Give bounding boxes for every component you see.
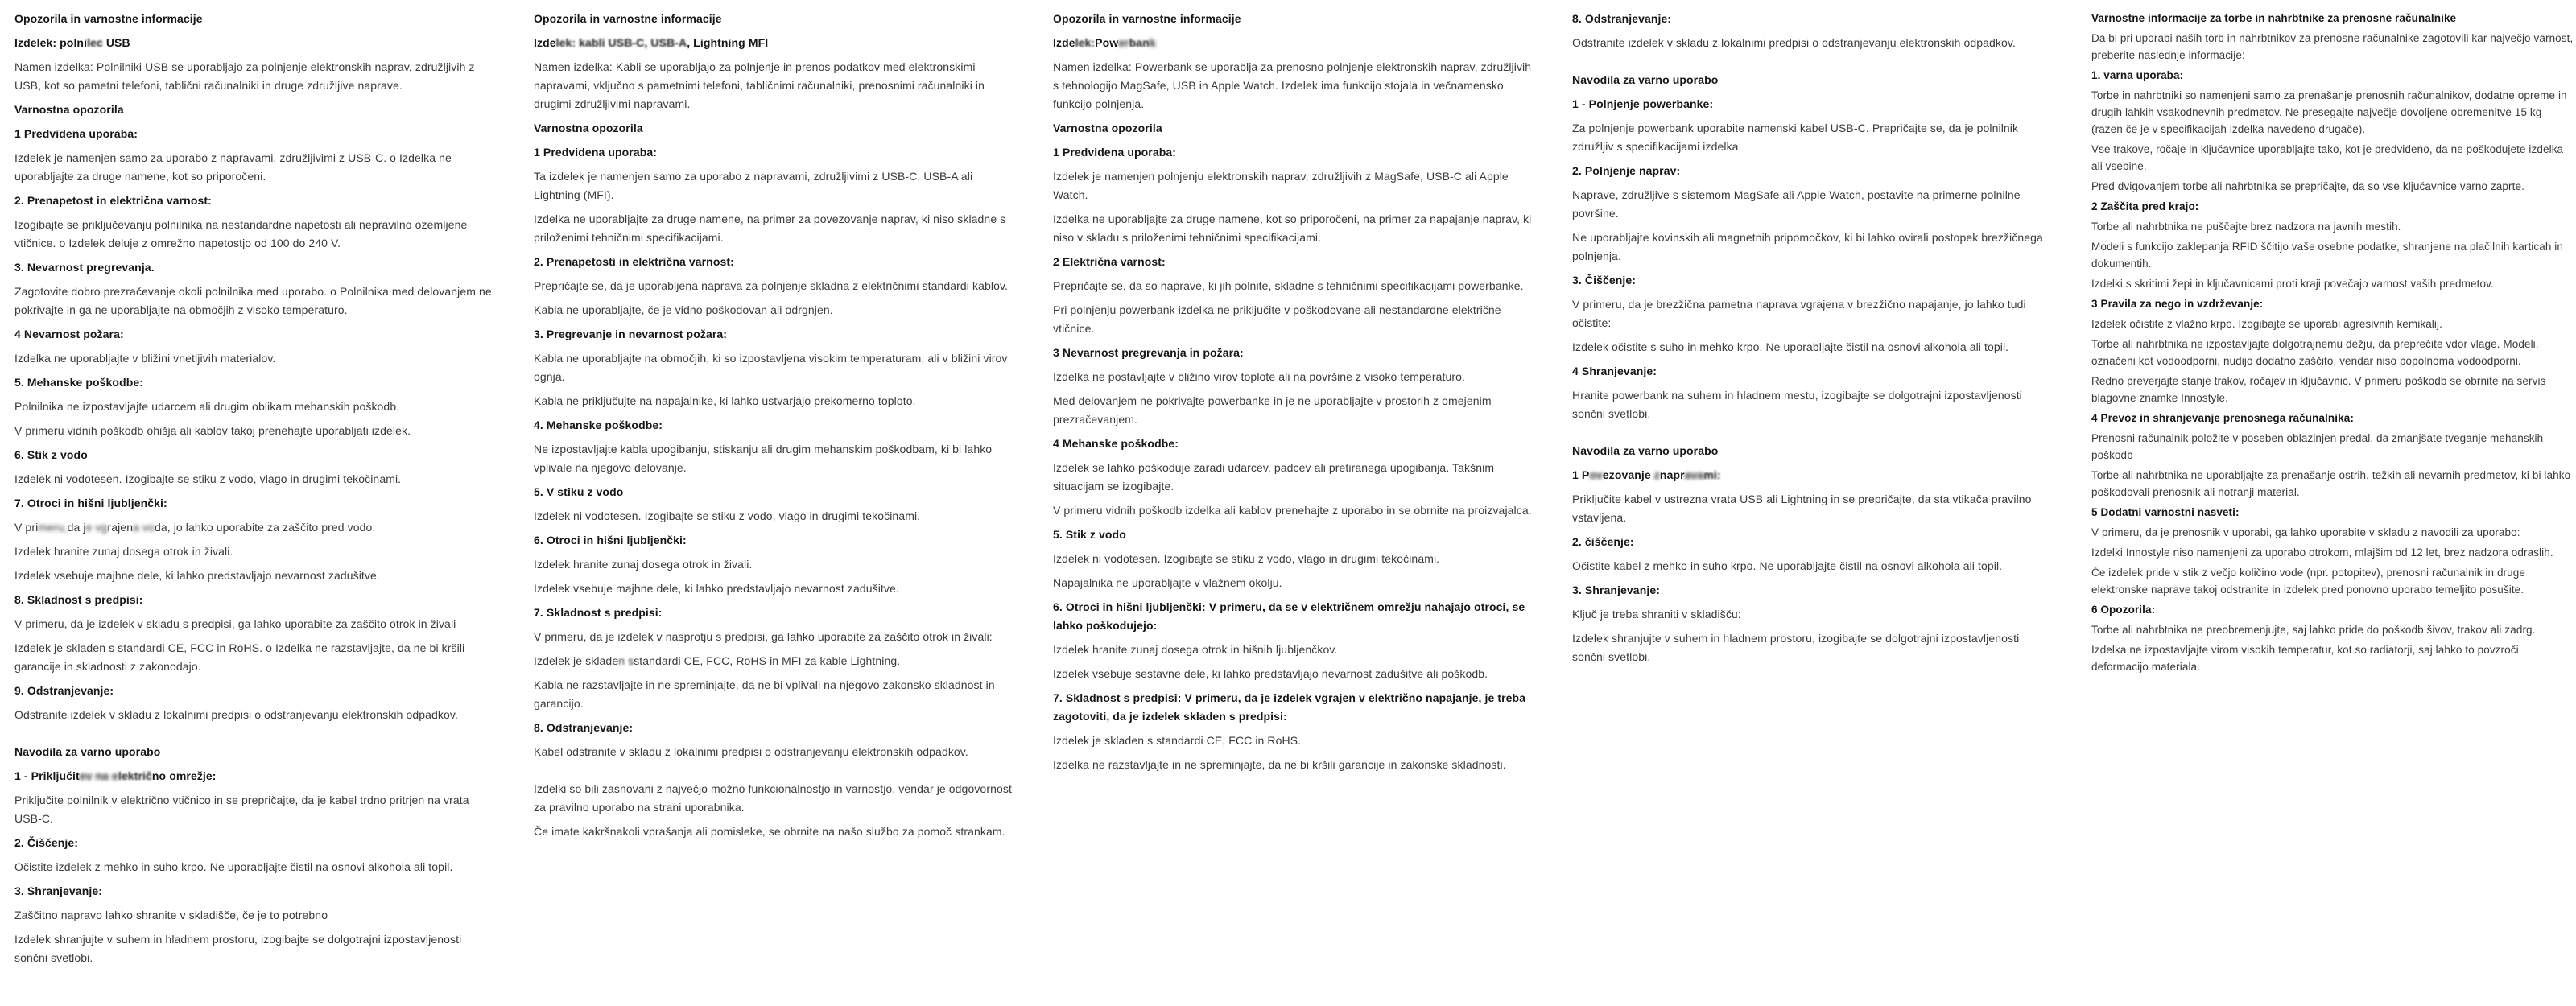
- section-heading: Varnostna opozorila: [1053, 122, 1162, 134]
- paragraph: Očistite izdelek z mehko in suho krpo. Ne uporabljajte čistil na osnovi alkohola ali topil.: [14, 860, 453, 873]
- text-segment: Izdelek je sklade: [534, 654, 619, 667]
- blurred-text-segment: k: [1149, 36, 1156, 49]
- section-heading: 2. Prenapetost in električna varnost:: [14, 194, 212, 207]
- section-heading: 5. Stik z vodo: [1053, 528, 1126, 541]
- section-spacer: [1572, 429, 2055, 442]
- blurred-text-segment: lek: kabli USB-C, USB-A: [555, 36, 687, 49]
- section-heading: 2 Zaščita pred krajo:: [2091, 200, 2199, 212]
- text-segment: Izde: [1053, 36, 1075, 49]
- section-heading: [14, 767, 497, 785]
- paragraph: Če izdelek pride v stik z večjo količino vode (npr. potopitev), prenosni računalnik in druge elektronske naprave takoj odstranite in izdelek pred ponovno uporabo temeljito posušite.: [2091, 567, 2525, 596]
- blurred-text-segment: mi:: [1703, 468, 1721, 481]
- blurred-text-segment: meru,: [38, 521, 68, 534]
- paragraph: Izdelek vsebuje majhne dele, ki lahko predstavljajo nevarnost zadušitve.: [14, 569, 380, 582]
- column-powerbank: [1053, 10, 1536, 973]
- paragraph: Izdelka ne uporabljajte v bližini vnetljivih materialov.: [14, 352, 276, 365]
- paragraph: Med delovanjem ne pokrivajte powerbanke in je ne uporabljajte v prostorih z omejenim prezračevanjem.: [1053, 394, 1492, 426]
- paragraph: Namen izdelka: Powerbank se uporablja za prenosno polnjenje elektronskih naprav, združljivih s tehnologijo MagSafe, USB in Apple Watch. Izdelek ima funkcijo stojala in večnamensko funkcijo polnjenja.: [1053, 60, 1532, 110]
- paragraph: Namen izdelka: Kabli se uporabljajo za polnjenje in prenos podatkov med elektronskimi napravami, vključno s pametnimi telefoni, tabličnimi računalniki, prenosnimi računalniki in drugimi združljivimi napravami.: [534, 60, 985, 110]
- section-heading: 7. Skladnost s predpisi: V primeru, da je izdelek vgrajen v električno napajanje, je treba zagotoviti, da je izdelek skladen s predpisi:: [1053, 691, 1526, 723]
- paragraph: Izdelki so bili zasnovani z največjo možno funkcionalnostjo in varnostjo, vendar je odgovornost za pravilno uporabo na strani uporabnika.: [534, 782, 1012, 814]
- paragraph: Ne izpostavljajte kabla upogibanju, stiskanju ali drugim mehanskim poškodbam, ki bi lahko vplivale na njegovo delovanje.: [534, 443, 993, 474]
- text-segment: da, jo lahko uporabite za zaščito pred vodo:: [154, 521, 376, 534]
- section-heading: Varnostna opozorila: [534, 122, 643, 134]
- paragraph: Izdelek je skladen s standardi CE, FCC in RoHS. o Izdelka ne razstavljajte, da ne bi kršili garancije in skladnosti z zakonodajo.: [14, 641, 465, 673]
- paragraph: Ključ je treba shraniti v skladišču:: [1572, 608, 1741, 621]
- section-heading: 6. Otroci in hišni ljubljenčki:: [534, 534, 687, 546]
- blurred-text-segment: ev na e: [79, 769, 118, 782]
- paragraph: Izdelek hranite zunaj dosega otrok in živali.: [534, 558, 753, 571]
- paragraph: Prepričajte se, da so naprave, ki jih polnite, skladne s tehničnimi specifikacijami powerbanke.: [1053, 279, 1524, 292]
- section-spacer: [534, 767, 1017, 780]
- text-segment: Izde: [534, 36, 556, 49]
- section-heading: 5. V stiku z vodo: [534, 485, 624, 498]
- paragraph: Izogibajte se priključevanju polnilnika na nestandardne napetosti ali nepravilno ozemljene vtičnice. o Izdelek deluje z omrežno napetostjo od 100 do 240 V.: [14, 218, 468, 249]
- section-heading: 3. Shranjevanje:: [14, 884, 102, 897]
- paragraph: Prenosni računalnik položite v poseben oblazinjen predal, da zmanjšate tveganje mehanskih poškodb: [2091, 432, 2544, 461]
- section-heading: [14, 34, 497, 52]
- section-heading: 4. Mehanske poškodbe:: [534, 418, 663, 431]
- text-segment: napr: [1659, 468, 1685, 481]
- blurred-text-segment: ov: [1589, 468, 1603, 481]
- blurred-text-segment: n s: [618, 654, 634, 667]
- paragraph: Torbe ali nahrbtnika ne preobremenjujte, saj lahko pride do poškodb šivov, trakov ali zadrg.: [2091, 624, 2536, 636]
- column-usb-charger: [14, 10, 497, 973]
- paragraph: Ne uporabljajte kovinskih ali magnetnih pripomočkov, ki bi lahko ovirali postopek brezžičnega polnjenja.: [1572, 231, 2043, 262]
- text-segment: 1 P: [1572, 468, 1590, 481]
- paragraph: Izdelek je namenjen samo za uporabo z napravami, združljivimi z USB-C. o Izdelka ne uporabljajte za druge namene, kot so priporočeni.: [14, 151, 452, 183]
- section-heading: Varnostna opozorila: [14, 103, 124, 116]
- paragraph: Izdelek vsebuje sestavne dele, ki lahko predstavljajo nevarnost zadušitve ali poškodb.: [1053, 667, 1488, 680]
- paragraph: Izdelek hranite zunaj dosega otrok in hišnih ljubljenčkov.: [1053, 643, 1338, 656]
- section-heading: [1572, 466, 2055, 484]
- text-segment: Pow: [1095, 36, 1119, 49]
- section-heading: 1 - Polnjenje powerbanke:: [1572, 97, 1714, 110]
- section-heading: 4 Mehanske poškodbe:: [1053, 437, 1179, 450]
- section-heading: 6. Stik z vodo: [14, 448, 88, 461]
- section-heading: 1 Predvidena uporaba:: [1053, 146, 1177, 159]
- section-heading: 2. Polnjenje naprav:: [1572, 164, 1681, 177]
- text-segment: no omrežje:: [151, 769, 217, 782]
- paragraph: Prepričajte se, da je uporabljena naprava za polnjenje skladna z električnimi standardi kablov.: [534, 279, 1009, 292]
- section-heading: 7. Otroci in hišni ljubljenčki:: [14, 497, 167, 509]
- section-heading: 2. Čiščenje:: [14, 836, 79, 849]
- paragraph: [534, 652, 1017, 670]
- section-heading: 3 Nevarnost pregrevanja in požara:: [1053, 346, 1244, 359]
- paragraph: V primeru, da je izdelek v nasprotju s predpisi, ga lahko uporabite za zaščito otrok in živali:: [534, 630, 993, 643]
- text-segment: USB: [102, 36, 130, 49]
- paragraph: Odstranite izdelek v skladu z lokalnimi predpisi o odstranjevanju elektronskih odpadkov.: [14, 708, 458, 721]
- blurred-text-segment: e vg: [85, 521, 108, 534]
- paragraph: Redno preverjajte stanje trakov, ročajev in ključavnic. V primeru poškodb se obrnite na servis blagovne znamke Innostyle.: [2091, 375, 2546, 404]
- section-heading: 6 Opozorila:: [2091, 604, 2156, 616]
- column-laptop-bags: [2091, 10, 2574, 973]
- section-heading: 6. Otroci in hišni ljubljenčki: V primeru, da se v električnem omrežju nahajajo otroci, se lahko poškodujejo:: [1053, 600, 1525, 632]
- paragraph: Pred dvigovanjem torbe ali nahrbtnika se prepričajte, da so vse ključavnice varno zaprte.: [2091, 180, 2524, 192]
- section-heading: 1. varna uporaba:: [2091, 69, 2184, 81]
- paragraph: Modeli s funkcijo zaklepanja RFID ščitijo vaše osebne podatke, shranjene na plačilnih karticah in dokumentih.: [2091, 241, 2564, 270]
- section-heading: 3. Pregrevanje in nevarnost požara:: [534, 328, 728, 340]
- section-heading: 9. Odstranjevanje:: [14, 684, 114, 697]
- paragraph: Vse trakove, ročaje in ključavnice uporabljajte tako, kot je predvideno, da ne poškodujete izdelka ali vsebine.: [2091, 143, 2564, 172]
- paragraph: Izdelek je skladen s standardi CE, FCC in RoHS.: [1053, 734, 1302, 747]
- paragraph: V primeru, da je brezžična pametna naprava vgrajena v brezžično napajanje, jo lahko tudi očistite:: [1572, 298, 2026, 329]
- paragraph: Izdelek shranjujte v suhem in hladnem prostoru, izogibajte se dolgotrajni izpostavljenosti sončni svetlobi.: [1572, 632, 2020, 663]
- section-heading: 1 Predvidena uporaba:: [14, 127, 138, 140]
- section-heading: 2. Prenapetosti in električna varnost:: [534, 255, 734, 268]
- paragraph: V primeru, da je izdelek v skladu s predpisi, ga lahko uporabite za zaščito otrok in živali: [14, 617, 456, 630]
- text-segment: da j: [67, 521, 86, 534]
- section-heading: 7. Skladnost s predpisi:: [534, 606, 663, 619]
- paragraph: Kabla ne uporabljajte, če je vidno poškodovan ali odrgnjen.: [534, 303, 833, 316]
- paragraph: Če imate kakršnakoli vprašanja ali pomisleke, se obrnite na našo službo za pomoč strankam.: [534, 825, 1005, 838]
- blurred-text-segment: er: [1118, 36, 1129, 49]
- text-segment: , Lightning MFI: [687, 36, 769, 49]
- paragraph: Torbe ali nahrbtnika ne puščajte brez nadzora na javnih mestih.: [2091, 221, 2401, 233]
- paragraph: Izdelek shranjujte v suhem in hladnem prostoru, izogibajte se dolgotrajni izpostavljenosti sončni svetlobi.: [14, 933, 462, 964]
- paragraph: Izdelka ne postavljajte v bližino virov toplote ali na površine z visoko temperaturo.: [1053, 370, 1465, 383]
- section-heading: 3. Čiščenje:: [1572, 274, 1637, 287]
- section-heading: 3 Pravila za nego in vzdrževanje:: [2091, 298, 2264, 310]
- paragraph: Izdelek očistite z vlažno krpo. Izogibajte se uporabi agresivnih kemikalij.: [2091, 318, 2442, 330]
- text-segment: ezovanje: [1602, 468, 1654, 481]
- paragraph: Zaščitno napravo lahko shranite v skladišče, če je to potrebno: [14, 909, 328, 921]
- paragraph: Izdelek ni vodotesen. Izogibajte se stiku z vodo, vlago in drugimi tekočinami.: [1053, 552, 1440, 565]
- section-heading: 5 Dodatni varnostni nasveti:: [2091, 506, 2240, 518]
- section-heading: 4 Nevarnost požara:: [14, 328, 124, 340]
- section-spacer: [14, 730, 497, 743]
- section-heading: Opozorila in varnostne informacije: [14, 12, 203, 25]
- paragraph: Izdelek ni vodotesen. Izogibajte se stiku z vodo, vlago in drugimi tekočinami.: [534, 509, 921, 522]
- blurred-text-segment: lec: [87, 36, 103, 49]
- section-heading: 8. Odstranjevanje:: [534, 721, 634, 734]
- paragraph: Izdelek vsebuje majhne dele, ki lahko predstavljajo nevarnost zadušitve.: [534, 582, 899, 595]
- paragraph: Izdelek hranite zunaj dosega otrok in živali.: [14, 545, 233, 558]
- section-heading: [534, 34, 1017, 52]
- section-heading: 4 Shranjevanje:: [1572, 365, 1657, 377]
- paragraph: Priključite polnilnik v električno vtičnico in se prepričajte, da je kabel trdno pritrjen na vrata USB-C.: [14, 794, 469, 825]
- section-heading: Navodila za varno uporabo: [14, 745, 161, 758]
- paragraph: Ta izdelek je namenjen samo za uporabo z napravami, združljivimi z USB-C, USB-A ali Lightning (MFI).: [534, 170, 973, 201]
- section-heading: 2 Električna varnost:: [1053, 255, 1166, 268]
- paragraph: Napajalnika ne uporabljajte v vlažnem okolju.: [1053, 576, 1282, 589]
- paragraph: Izdelki s skritimi žepi in ključavnicami proti kraji povečajo varnost vaših predmetov.: [2091, 278, 2494, 290]
- section-heading: Navodila za varno uporabo: [1572, 73, 1719, 86]
- blurred-text-segment: lektrič: [118, 769, 152, 782]
- section-heading: 8. Odstranjevanje:: [1572, 12, 1672, 25]
- paragraph: Polnilnika ne izpostavljajte udarcem ali drugim oblikam mehanskih poškodb.: [14, 400, 400, 413]
- text-segment: standardi CE, FCC, RoHS in MFI za kable Lightning.: [634, 654, 901, 667]
- section-heading: [1053, 34, 1536, 52]
- blurred-text-segment: a vo: [133, 521, 155, 534]
- paragraph: Torbe in nahrbtniki so namenjeni samo za prenašanje prenosnih računalnikov, dodatne opreme in drugih lahkih vsakodnevnih predmetov. Ne presegajte največje dovoljene obremenitve 15 kg (razen če je v specifikacijah izdelka navedeno drugače).: [2091, 89, 2567, 135]
- paragraph: Izdelka ne uporabljajte za druge namene, kot so priporočeni, na primer za napajanje naprav, ki niso v skladu s priloženimi tehničnimi specifikacijami.: [1053, 212, 1532, 244]
- blurred-text-segment: lek:: [1075, 36, 1096, 49]
- paragraph: Odstranite izdelek v skladu z lokalnimi predpisi o odstranjevanju elektronskih odpadkov.: [1572, 36, 2016, 49]
- section-heading: 4 Prevoz in shranjevanje prenosnega računalnika:: [2091, 412, 2354, 424]
- section-spacer: [1572, 58, 2055, 71]
- section-heading: 3. Nevarnost pregrevanja.: [14, 261, 155, 274]
- text-segment: V pri: [14, 521, 39, 534]
- paragraph: Hranite powerbank na suhem in hladnem mestu, izogibajte se dolgotrajni izpostavljenosti sončni svetlobi.: [1572, 389, 2022, 420]
- text-segment: Izdelek: polni: [14, 36, 88, 49]
- section-heading: 5. Mehanske poškodbe:: [14, 376, 144, 389]
- paragraph: Kabla ne uporabljajte na območjih, ki so izpostavljena visokim temperaturam, ali v bližini virov ognja.: [534, 352, 1008, 383]
- blurred-text-segment: z: [1653, 468, 1660, 481]
- column-cables: [534, 10, 1017, 973]
- column-powerbank-and-cable-instructions: [1572, 10, 2055, 973]
- paragraph: Izdelka ne izpostavljajte virom visokih temperatur, kot so radiatorji, saj lahko to povzroči deformacijo materiala.: [2091, 644, 2519, 673]
- section-heading: Opozorila in varnostne informacije: [534, 12, 722, 25]
- text-segment: 1 - Priključit: [14, 769, 80, 782]
- paragraph: V primeru vidnih poškodb ohišja ali kablov takoj prenehajte uporabljati izdelek.: [14, 424, 411, 437]
- paragraph: Kabla ne priključujte na napajalnike, ki lahko ustvarjajo prekomerno toploto.: [534, 394, 916, 407]
- paragraph: Izdelek ni vodotesen. Izogibajte se stiku z vodo, vlago in drugimi tekočinami.: [14, 472, 402, 485]
- paragraph: Kabel odstranite v skladu z lokalnimi predpisi o odstranjevanju elektronskih odpadkov.: [534, 745, 968, 758]
- paragraph: V primeru, da je prenosnik v uporabi, ga lahko uporabite v skladu z navodili za uporabo:: [2091, 526, 2520, 538]
- paragraph: Namen izdelka: Polnilniki USB se uporabljajo za polnjenje elektronskih naprav, združljivih z USB, kot so pametni telefoni, tablični računalniki in druge združljive naprave.: [14, 60, 475, 92]
- section-heading: 1 Predvidena uporaba:: [534, 146, 658, 159]
- paragraph: Izdelki Innostyle niso namenjeni za uporabo otrokom, mlajšim od 12 let, brez nadzora odraslih.: [2091, 546, 2553, 559]
- section-heading: Opozorila in varnostne informacije: [1053, 12, 1241, 25]
- paragraph: Izdelek se lahko poškoduje zaradi udarcev, padcev ali pretiranega upogibanja. Takšnim situacijam se izogibajte.: [1053, 461, 1495, 493]
- paragraph: Izdelka ne razstavljajte in ne spreminjajte, da ne bi kršili garancije in zakonske skladnosti.: [1053, 758, 1506, 771]
- paragraph: Zagotovite dobro prezračevanje okoli polnilnika med uporabo. o Polnilnika med delovanjem ne pokrivajte in ga ne uporabljajte na območjih z visoko temperaturo.: [14, 285, 492, 316]
- section-heading: 2. čiščenje:: [1572, 535, 1634, 548]
- paragraph: Torbe ali nahrbtnika ne izpostavljajte dolgotrajnemu dežju, da preprečite vdor vlage. Modeli, označeni kot vodoodporni, nudijo dodatno zaščito, vendar niso popolnoma vodoodporni.: [2091, 338, 2539, 367]
- section-heading: Varnostne informacije za torbe in nahrbtnike za prenosne računalnike: [2091, 12, 2457, 24]
- paragraph: Izdelka ne uporabljajte za druge namene, na primer za povezovanje naprav, ki niso skladne s priloženimi tehničnimi specifikacijami.: [534, 212, 1006, 244]
- paragraph: Priključite kabel v ustrezna vrata USB ali Lightning in se prepričajte, da sta vtikača pravilno vstavljena.: [1572, 493, 2032, 524]
- blurred-text-segment: ava: [1684, 468, 1704, 481]
- section-heading: Navodila za varno uporabo: [1572, 444, 1719, 457]
- paragraph: Torbe ali nahrbtnika ne uporabljajte za prenašanje ostrih, težkih ali nevarnih predmetov, ki bi lahko poškodovali prenosnik ali notranji material.: [2091, 469, 2571, 498]
- section-heading: 8. Skladnost s predpisi:: [14, 593, 143, 606]
- section-heading: 3. Shranjevanje:: [1572, 583, 1660, 596]
- paragraph: Kabla ne razstavljajte in ne spreminjajte, da ne bi vplivali na njegovo zakonsko skladnost in garancijo.: [534, 678, 995, 710]
- paragraph: [14, 518, 497, 537]
- paragraph: Izdelek očistite s suho in mehko krpo. Ne uporabljajte čistil na osnovi alkohola ali topil.: [1572, 340, 2009, 353]
- text-segment: rajen: [107, 521, 134, 534]
- paragraph: V primeru vidnih poškodb izdelka ali kablov prenehajte z uporabo in se obrnite na proizvajalca.: [1053, 504, 1532, 517]
- paragraph: Izdelek je namenjen polnjenju elektronskih naprav, združljivih z MagSafe, USB-C ali Apple Watch.: [1053, 170, 1509, 201]
- paragraph: Za polnjenje powerbank uporabite namenski kabel USB-C. Prepričajte se, da je polnilnik združljiv s specifikacijami izdelka.: [1572, 122, 2019, 153]
- paragraph: Naprave, združljive s sistemom MagSafe ali Apple Watch, postavite na primerne polnilne površine.: [1572, 188, 2021, 220]
- paragraph: Pri polnjenju powerbank izdelka ne priključite v poškodovane ali nestandardne električne vtičnice.: [1053, 303, 1501, 335]
- paragraph: Očistite kabel z mehko in suho krpo. Ne uporabljajte čistil na osnovi alkohola ali topil.: [1572, 559, 2003, 572]
- blurred-text-segment: ban: [1129, 36, 1150, 49]
- paragraph: Da bi pri uporabi naših torb in nahrbtnikov za prenosne računalnike zagotovili kar največjo varnost, preberite naslednje informacije:: [2091, 32, 2574, 61]
